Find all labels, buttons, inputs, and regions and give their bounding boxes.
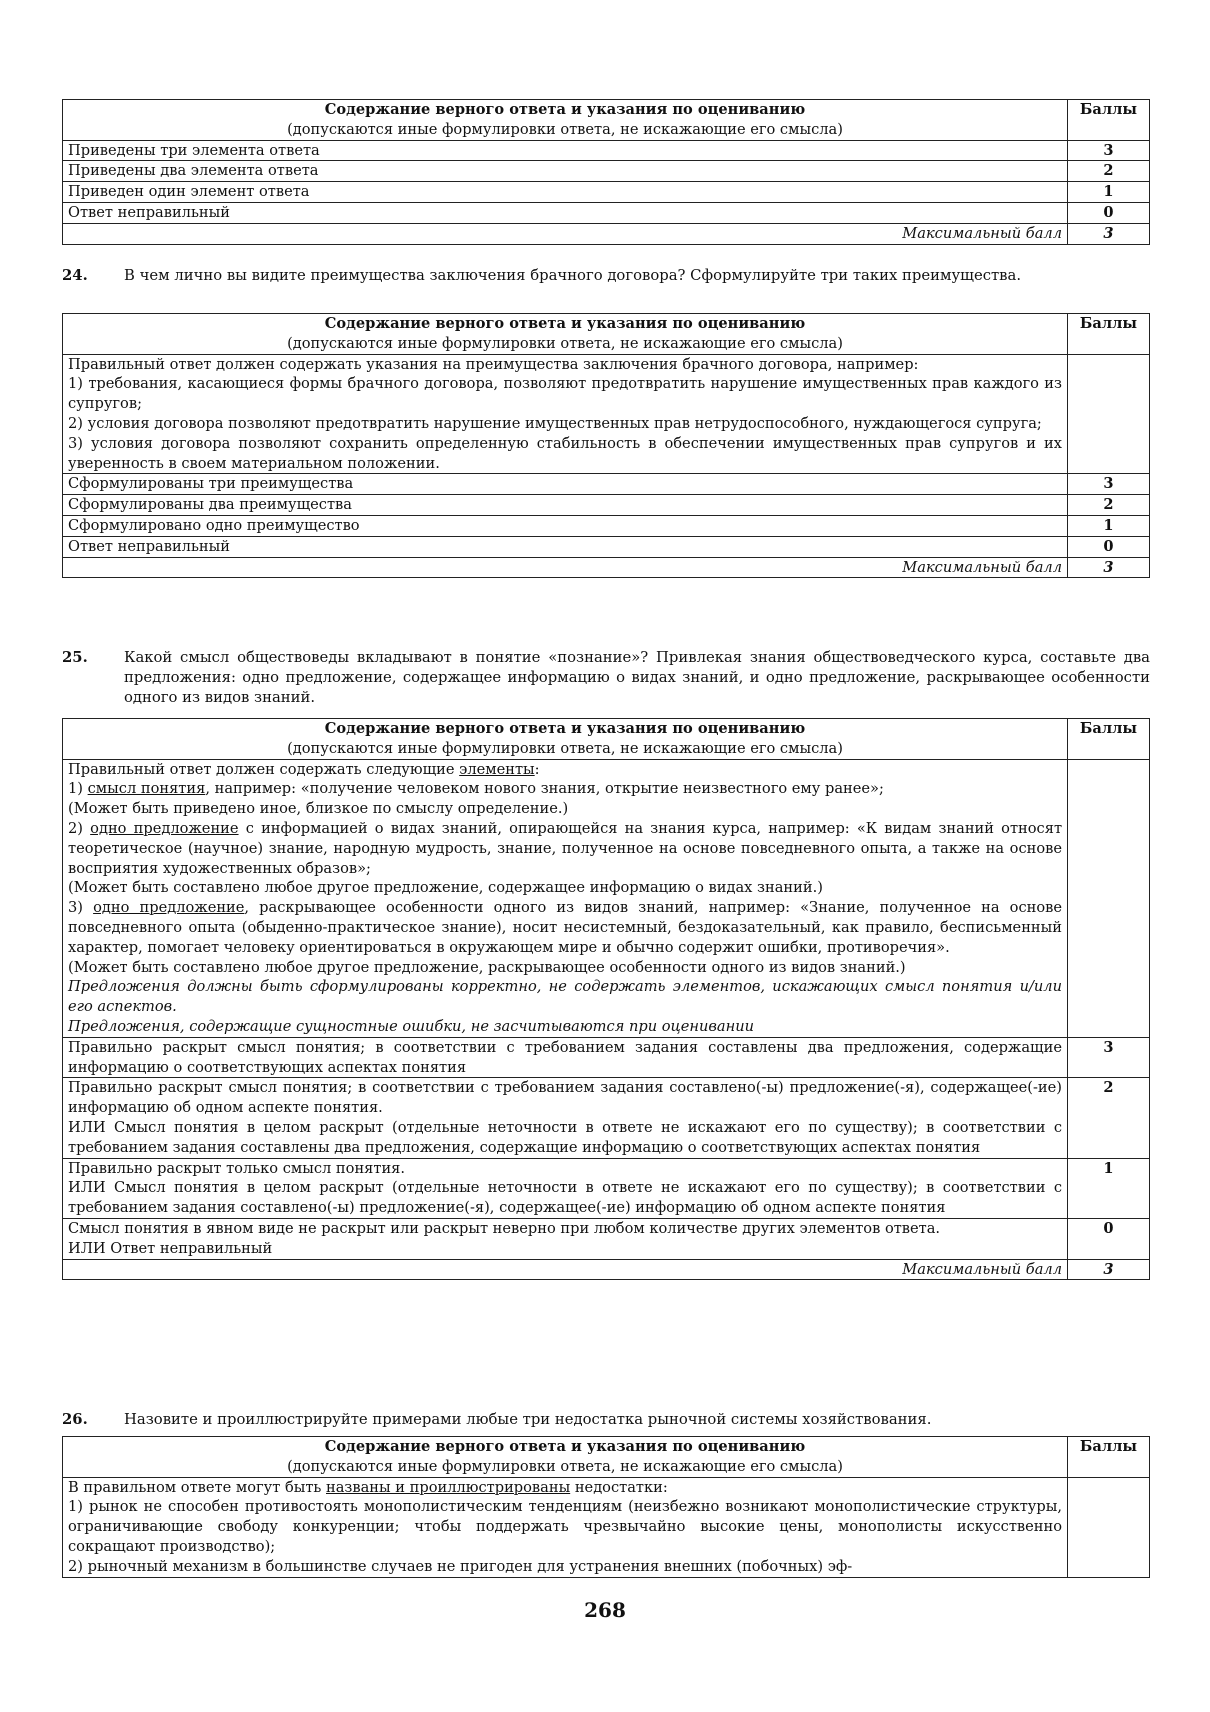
table-header: Содержание верного ответа и указания по оцениванию (допускаются иные формулировки ответа, не искажающие его смысла) <box>63 100 1068 141</box>
points-header: Баллы <box>1068 100 1150 141</box>
answer-content: Правильный ответ должен содержать следующие элементы: 1) смысл понятия, например: «получение человеком нового знания, открытие неизвестного ему ранее»; (Может быть приведено иное, близкое по смыслу определение.) 2) одно предложение с информацией о видах знаний, опирающейся на знания курса, например: «К видам знаний относят теоретическое (научное) знание, народную мудрость, знание, полученное на основе повседневного опыта, а также на основе восприятия художественных образов»; (Может быть составлено любое другое предложение, содержащее информацию о видах знаний.) 3) одно предложение, раскрывающее особенности одного из видов знаний, например: «Знание, полученное на основе повседневного опыта (обыденно-практическое знание), носит несистемный, бездоказательный, как правило, бесписьменный характер, помогает человеку ориентироваться в окружающем мире и обычно содержит ошибки, противоречия». (Может быть составлено любое другое предложение, раскрывающее особенности одного из видов знаний.) Предложения должны быть сформулированы корректно, не содержать элементов, искажающих смысл понятия и/или его аспектов. Предложения, содержащие сущностные ошибки, не засчитываются при оценивании <box>63 759 1150 1037</box>
table-row: Правильно раскрыт смысл понятия; в соответствии с требованием задания составлены два предложения, содержащие информацию о соответствующих аспектах понятия 3 <box>63 1037 1150 1078</box>
table-header: Содержание верного ответа и указания по оцениванию (допускаются иные формулировки ответа, не искажающие его смысла) <box>63 1437 1068 1478</box>
task-24-question: 24. В чем лично вы видите преимущества заключения брачного договора? Сформулируйте три таких преимущества. <box>62 267 1022 284</box>
max-score-row: Максимальный балл 3 <box>63 557 1150 578</box>
grading-table-23 <box>62 99 1150 245</box>
task-25-question: 25. Какой смысл обществоведы вкладывают в понятие «познание»? Привлекая знания обществоведческого курса, составьте два предложения: одно предложение, содержащее информацию о видах знаний, и одно предложение, раскрывающее особенности одного из видов знаний. <box>62 649 1150 706</box>
grading-table-24: Содержание верного ответа и указания по оцениванию (допускаются иные формулировки ответа, не искажающие его смысла) Баллы Правильный ответ должен содержать указания на преимущества заключения брачного договора, например: 1) требования, касающиеся формы брачного договора, позволяют предотвратить нарушение имущественных прав каждого из супругов; 2) условия договора позволяют предотвратить нарушение имущественных прав нетрудоспособного, нуждающегося супруга; 3) условия договора позволяют сохранить определенную стабильность в обеспечении имущественных прав супругов и их уверенность в своем материальном положении. Сформулированы три преимущества 3 Сформулированы два преимущества 2 Сформулировано одно преимущество 1 Ответ неправильный 0 Максимальный балл 3 <box>62 313 1150 578</box>
answer-content: В правильном ответе могут быть названы и проиллюстрированы недостатки: 1) рынок не способен противостоять монополистическим тенденциям (неизбежно возникают монополистические структуры, ограничивающие свободу конкуренции; чтобы поддержать чрезвычайно высокие цены, монополисты искусственно сокращают производство); 2) рыночный механизм в большинстве случаев не пригоден для устранения внешних (побочных) эф- <box>63 1477 1150 1577</box>
table-row: Правильно раскрыт только смысл понятия. ИЛИ Смысл понятия в целом раскрыт (отдельные неточности в ответе не искажают его по существу); в соответствии с требованием задания составлено(-ы) предложение(-я), содержащее(-ие) информацию об одном аспекте понятия 1 <box>63 1158 1150 1218</box>
table-header: Содержание верного ответа и указания по оцениванию (допускаются иные формулировки ответа, не искажающие его смысла) <box>63 719 1068 760</box>
table-row: Приведен один элемент ответа 1 <box>63 182 1150 203</box>
table-row: Смысл понятия в явном виде не раскрыт или раскрыт неверно при любом количестве других элементов ответа. ИЛИ Ответ неправильный 0 <box>63 1218 1150 1259</box>
table-row: Ответ неправильный 0 <box>63 536 1150 557</box>
table-header: Содержание верного ответа и указания по оцениванию (допускаются иные формулировки ответа, не искажающие его смысла) <box>63 314 1068 355</box>
answer-content: Правильный ответ должен содержать указания на преимущества заключения брачного договора, например: 1) требования, касающиеся формы брачного договора, позволяют предотвратить нарушение имущественных прав каждого из супругов; 2) условия договора позволяют предотвратить нарушение имущественных прав нетрудоспособного, нуждающегося супруга; 3) условия договора позволяют сохранить определенную стабильность в обеспечении имущественных прав супругов и их уверенность в своем материальном положении. <box>63 354 1150 474</box>
grading-table-26: Содержание верного ответа и указания по оцениванию (допускаются иные формулировки ответа, не искажающие его смысла) Баллы В правильном ответе могут быть названы и проиллюстрированы недостатки: 1) рынок не способен противостоять монополистическим тенденциям (неизбежно возникают монополистические структуры, ограничивающие свободу конкуренции; чтобы поддержать чрезвычайно высокие цены, монополисты искусственно сокращают производство); 2) рыночный механизм в большинстве случаев не пригоден для устранения внешних (побочных) эф- <box>62 1436 1150 1578</box>
table-row: Ответ неправильный 0 <box>63 202 1150 223</box>
max-score-row: Максимальный балл 3 <box>63 1259 1150 1280</box>
task-26-question: 26. Назовите и проиллюстрируйте примерами любые три недостатка рыночной системы хозяйствования. <box>62 1411 932 1428</box>
table-row: Сформулировано одно преимущество 1 <box>63 515 1150 536</box>
table-row: Приведены три элемента ответа 3 <box>63 140 1150 161</box>
table-row: Сформулированы три преимущества 3 <box>63 474 1150 495</box>
table-row: Приведены два элемента ответа 2 <box>63 161 1150 182</box>
page-number: 268 <box>584 1598 626 1622</box>
table-row: Сформулированы два преимущества 2 <box>63 495 1150 516</box>
max-score-row: Максимальный балл 3 <box>63 223 1150 244</box>
grading-table-25: Содержание верного ответа и указания по оцениванию (допускаются иные формулировки ответа, не искажающие его смысла) Баллы Правильный ответ должен содержать следующие элементы: 1) смысл понятия, например: «получение человеком нового знания, открытие неизвестного ему ранее»; (Может быть приведено иное, близкое по смыслу определение.) 2) одно предложение с информацией о видах знаний, опирающейся на знания курса, например: «К видам знаний относят теоретическое (научное) знание, народную мудрость, знание, полученное на основе повседневного опыта, а также на основе восприятия художественных образов»; (Может быть составлено любое другое предложение, содержащее информацию о видах знаний.) 3) одно предложение, раскрывающее особенности одного из видов знаний, например: «Знание, полученное на основе повседневного опыта (обыденно-практическое знание), носит несистемный, бездоказательный, как правило, бесписьменный характер, помогает человеку ориентироваться в окружающем мире и обычно содержит ошибки, противоречия». (Может быть составлено любое другое предложение, раскрывающее особенности одного из видов знаний.) Предложения должны быть сформулированы корректно, не содержать элементов, искажающих смысл понятия и/или его аспектов. Предложения, содержащие сущностные ошибки, не засчитываются при оценивании Правильно раскрыт смысл понятия; в соответствии с требованием задания составлены два предложения, содержащие информацию о соответствующих аспектах понятия 3 Правильно раскрыт смысл понятия; в соответствии с требованием задания составлено(-ы) предложение(-я), содержащее(-ие) информацию об одном аспекте понятия. ИЛИ Смысл понятия в целом раскрыт (отдельные неточности в ответе не искажают его по существу); в соответствии с требованием задания составлены два предложения, содержащие информацию о соответствующих аспектах понятия 2 Правильно раскрыт только смысл понятия. ИЛИ Смысл понятия в целом раскрыт (отдельные неточности в ответе не искажают его по существу); в соответствии с требованием задания составлено(-ы) предложение(-я), содержащее(-ие) информацию об одном аспекте понятия 1 Смысл понятия в явном виде не раскрыт или раскрыт неверно при любом количестве других элементов ответа. ИЛИ Ответ неправильный 0 Максимальный балл 3 <box>62 718 1150 1280</box>
table-row: Правильно раскрыт смысл понятия; в соответствии с требованием задания составлено(-ы) предложение(-я), содержащее(-ие) информацию об одном аспекте понятия. ИЛИ Смысл понятия в целом раскрыт (отдельные неточности в ответе не искажают его по существу); в соответствии с требованием задания составлены два предложения, содержащие информацию о соответствующих аспектах понятия 2 <box>63 1078 1150 1158</box>
